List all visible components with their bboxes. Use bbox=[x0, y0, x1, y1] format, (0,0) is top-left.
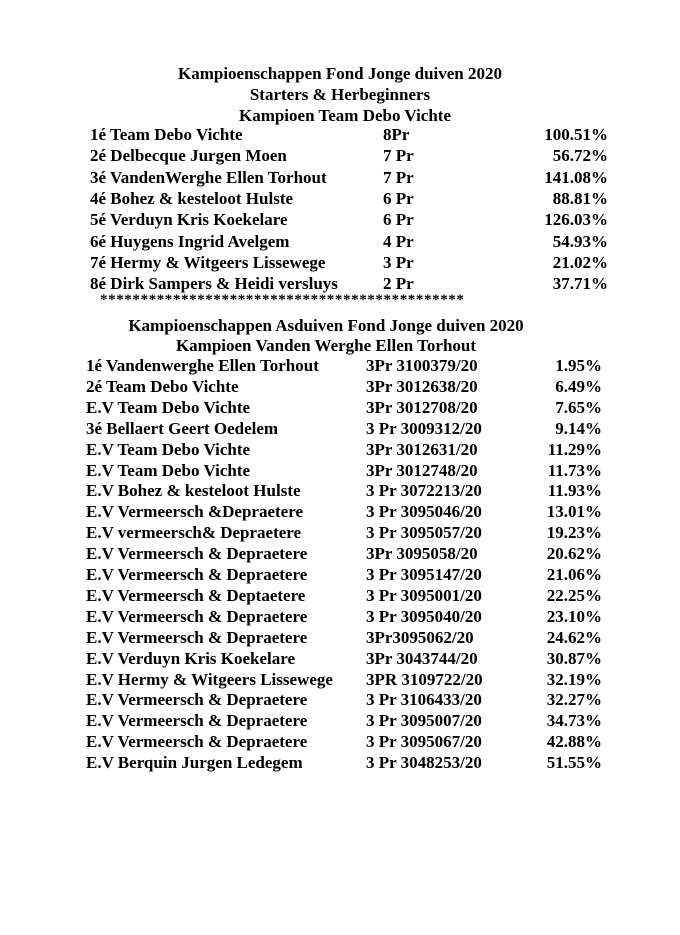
result-percentage: 34.73% bbox=[546, 711, 602, 731]
result-ring: 3Pr 3095058/20 bbox=[366, 544, 478, 564]
result-ring: 3Pr 3012638/20 bbox=[366, 376, 478, 396]
result-ring: 3Pr3095062/20 bbox=[366, 627, 474, 647]
result-percentage: 21.02% bbox=[552, 252, 608, 272]
result-row bbox=[0, 669, 680, 690]
separator: ********************************************* bbox=[100, 292, 465, 308]
result-percentage: 54.93% bbox=[552, 231, 608, 251]
result-ring: 3 Pr 3095057/20 bbox=[366, 523, 482, 543]
result-row bbox=[0, 376, 680, 397]
result-ring: 3 Pr 3095046/20 bbox=[366, 502, 482, 522]
result-ring: 3PR 3109722/20 bbox=[366, 669, 483, 689]
result-prizes: 8Pr bbox=[383, 125, 410, 144]
result-row bbox=[0, 418, 680, 439]
result-percentage: 11.73% bbox=[547, 460, 602, 480]
result-row bbox=[0, 710, 680, 731]
result-name: 7é Hermy & Witgeers Lissewege bbox=[90, 252, 326, 272]
result-ring: 3 Pr 3095067/20 bbox=[366, 732, 482, 752]
result-row bbox=[0, 209, 680, 230]
result-prizes: 3 Pr bbox=[383, 252, 414, 272]
result-row bbox=[0, 585, 680, 606]
result-name: 3é Bellaert Geert Oedelem bbox=[86, 418, 279, 438]
result-name: E.V Vermeersch & Depraetere bbox=[86, 732, 308, 752]
result-name: 8é Dirk Sampers & Heidi versluys bbox=[90, 274, 338, 294]
result-name: E.V Team Debo Vichte bbox=[86, 397, 251, 417]
result-percentage: 11.93% bbox=[547, 481, 602, 501]
result-row bbox=[0, 480, 680, 501]
result-ring: 3 Pr 3095040/20 bbox=[366, 606, 482, 626]
result-row bbox=[0, 606, 680, 627]
result-percentage: 1.95% bbox=[555, 356, 602, 375]
result-name: E.V Vermeersch & Depraetere bbox=[86, 690, 308, 710]
result-row bbox=[0, 460, 680, 481]
result-name: E.V Berquin Jurgen Ledegem bbox=[86, 753, 303, 773]
result-percentage: 23.10% bbox=[546, 606, 602, 626]
result-name: 4é Bohez & kesteloot Hulste bbox=[90, 188, 294, 208]
result-prizes: 6 Pr bbox=[383, 188, 414, 208]
result-ring: 3 Pr 3095001/20 bbox=[366, 585, 482, 605]
result-prizes: 6 Pr bbox=[383, 210, 414, 230]
result-percentage: 20.62% bbox=[546, 544, 602, 564]
result-row bbox=[0, 124, 680, 145]
result-prizes: 7 Pr bbox=[383, 167, 414, 187]
result-name: E.V Vermeersch & Depraetere bbox=[86, 565, 308, 584]
result-prizes: 4 Pr bbox=[383, 231, 414, 251]
result-ring: 3Pr 3012708/20 bbox=[366, 397, 478, 417]
result-name: E.V Vermeersch & Depraetere bbox=[86, 544, 308, 564]
section2-title: Kampioenschappen Asduiven Fond Jonge duiven 2020 bbox=[128, 316, 524, 335]
result-row bbox=[0, 167, 680, 188]
result-row bbox=[0, 397, 680, 418]
section2-champion: Kampioen Vanden Werghe Ellen Torhout bbox=[175, 336, 477, 355]
result-ring: 3 Pr 3009312/20 bbox=[366, 418, 482, 438]
result-percentage: 21.06% bbox=[546, 565, 602, 584]
result-name: E.V Vermeersch & Depraetere bbox=[86, 606, 308, 626]
result-ring: 3Pr 3012631/20 bbox=[366, 439, 478, 459]
result-prizes: 2 Pr bbox=[383, 274, 414, 294]
result-name: 2é Team Debo Vichte bbox=[86, 376, 239, 396]
result-percentage: 13.01% bbox=[546, 502, 602, 522]
result-row bbox=[0, 501, 680, 522]
result-ring: 3Pr 3100379/20 bbox=[366, 356, 478, 375]
result-row bbox=[0, 439, 680, 460]
result-ring: 3 Pr 3072213/20 bbox=[366, 481, 482, 501]
result-name: E.V Team Debo Vichte bbox=[86, 460, 251, 480]
result-name: E.V Bohez & kesteloot Hulste bbox=[86, 481, 301, 501]
result-percentage: 30.87% bbox=[546, 648, 602, 668]
result-ring: 3 Pr 3048253/20 bbox=[366, 753, 482, 773]
result-percentage: 51.55% bbox=[546, 753, 602, 773]
result-name: E.V vermeersch& Depraetere bbox=[86, 523, 302, 543]
result-row bbox=[0, 689, 680, 710]
result-ring: 3 Pr 3106433/20 bbox=[366, 690, 482, 710]
result-percentage: 100.51% bbox=[544, 125, 608, 144]
section1-subtitle: Starters & Herbeginners bbox=[249, 85, 431, 104]
result-percentage: 6.49% bbox=[555, 376, 602, 396]
result-percentage: 32.27% bbox=[546, 690, 602, 710]
result-name: E.V Hermy & Witgeers Lissewege bbox=[86, 669, 333, 689]
result-row bbox=[0, 627, 680, 648]
result-percentage: 19.23% bbox=[546, 523, 602, 543]
result-row bbox=[0, 355, 680, 376]
result-row bbox=[0, 188, 680, 209]
result-name: E.V Verduyn Kris Koekelare bbox=[86, 648, 296, 668]
result-name: E.V Vermeersch & Depraetere bbox=[86, 627, 308, 647]
result-row bbox=[0, 522, 680, 543]
result-row bbox=[0, 145, 680, 166]
result-row bbox=[0, 252, 680, 273]
result-percentage: 126.03% bbox=[544, 210, 608, 230]
result-percentage: 141.08% bbox=[544, 167, 608, 187]
result-row bbox=[0, 752, 680, 773]
result-row bbox=[0, 543, 680, 564]
result-name: E.V Team Debo Vichte bbox=[86, 439, 251, 459]
result-name: E.V Vermeersch & Depraetere bbox=[86, 711, 308, 731]
result-percentage: 11.29% bbox=[547, 439, 602, 459]
result-ring: 3 Pr 3095147/20 bbox=[366, 565, 482, 584]
result-name: 5é Verduyn Kris Koekelare bbox=[90, 210, 288, 230]
result-percentage: 56.72% bbox=[552, 146, 608, 166]
result-row bbox=[0, 231, 680, 252]
result-row bbox=[0, 564, 680, 585]
result-percentage: 22.25% bbox=[546, 585, 602, 605]
result-prizes: 7 Pr bbox=[383, 146, 414, 166]
result-percentage: 9.14% bbox=[555, 418, 602, 438]
result-name: E.V Vermeersch &Depraetere bbox=[86, 502, 303, 522]
result-name: 6é Huygens Ingrid Avelgem bbox=[90, 231, 290, 251]
result-name: 3é VandenWerghe Ellen Torhout bbox=[90, 167, 327, 187]
result-percentage: 88.81% bbox=[552, 188, 608, 208]
result-percentage: 7.65% bbox=[555, 397, 602, 417]
result-name: 1é Vandenwerghe Ellen Torhout bbox=[86, 356, 319, 375]
result-name: E.V Vermeersch & Deptaetere bbox=[86, 585, 306, 605]
result-ring: 3Pr 3043744/20 bbox=[366, 648, 478, 668]
result-row bbox=[0, 731, 680, 752]
result-name: 1é Team Debo Vichte bbox=[90, 125, 243, 144]
result-name: 2é Delbecque Jurgen Moen bbox=[90, 146, 287, 166]
result-percentage: 37.71% bbox=[552, 274, 608, 294]
result-ring: 3Pr 3012748/20 bbox=[366, 460, 478, 480]
result-percentage: 32.19% bbox=[546, 669, 602, 689]
result-percentage: 24.62% bbox=[546, 627, 602, 647]
section1-champion: Kampioen Team Debo Vichte bbox=[238, 106, 452, 125]
result-ring: 3 Pr 3095007/20 bbox=[366, 711, 482, 731]
result-percentage: 42.88% bbox=[546, 732, 602, 752]
result-row bbox=[0, 648, 680, 669]
section1-title: Kampioenschappen Fond Jonge duiven 2020 bbox=[177, 64, 502, 83]
